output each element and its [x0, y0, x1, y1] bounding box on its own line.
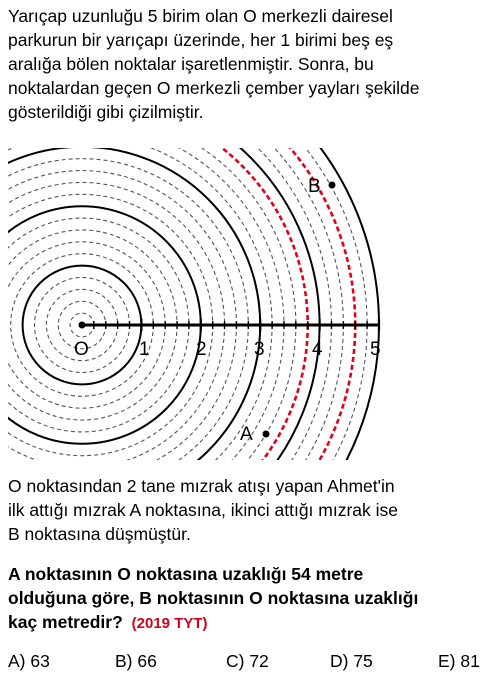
subdivision-arc — [0, 142, 296, 462]
unit-arc — [0, 142, 379, 462]
point-a-marker — [263, 431, 270, 438]
arc-group — [0, 142, 379, 462]
choice-b[interactable]: B) 66 — [115, 651, 157, 671]
choice-d[interactable]: D) 75 — [330, 651, 373, 671]
radius-axis — [79, 319, 381, 331]
throw-line: O noktasından 2 tane mızrak atışı yapan Ahmet'in — [8, 476, 395, 496]
intro-line: Yarıçap uzunluğu 5 birim olan O merkezli dairesel — [8, 6, 393, 26]
axis-label-1: 1 — [139, 339, 150, 360]
point-a-label: A — [240, 424, 253, 445]
choice-c[interactable]: C) 72 — [226, 651, 269, 671]
throw-line: B noktasına düşmüştür. — [8, 524, 191, 544]
choice-e[interactable]: E) 81 — [438, 651, 480, 671]
center-point — [79, 322, 86, 329]
intro-line: noktalardan geçen O merkezli çember yayları şekilde — [8, 78, 420, 98]
question-line: kaç metredir? — [8, 612, 123, 632]
exam-source-tag: (2019 TYT) — [131, 615, 208, 632]
choice-a[interactable]: A) 63 — [8, 651, 50, 671]
point-b-marker — [329, 182, 336, 189]
axis-label-3: 3 — [254, 339, 265, 360]
intro-line: parkurun bir yarıçapı üzerinde, her 1 birimi beş eş — [8, 30, 394, 50]
question-line: olduğuna göre, B noktasının O noktasına uzaklığı — [8, 588, 419, 608]
intro-line: gösterildiği gibi çizilmiştir. — [8, 102, 204, 122]
axis-label-5: 5 — [370, 339, 381, 360]
intro-line: aralığa bölen noktalar işaretlenmiştir. Sonra, bu — [8, 54, 374, 74]
throw-line: ilk attığı mızrak A noktasına, ikinci attığı mızrak ise — [8, 500, 399, 520]
axis-label-4: 4 — [312, 339, 323, 360]
center-label: O — [74, 339, 89, 360]
answer-choices — [8, 651, 502, 677]
intro-paragraph — [8, 4, 500, 124]
question-line: A noktasının O noktasına uzaklığı 54 metre — [8, 564, 364, 584]
concentric-arcs-figure — [0, 142, 504, 462]
point-b-label: B — [308, 176, 321, 197]
highlighted-arc — [0, 142, 308, 462]
subdivision-arc — [0, 142, 284, 462]
throw-paragraph — [8, 474, 500, 546]
axis-label-2: 2 — [196, 339, 207, 360]
question-text — [8, 562, 502, 636]
